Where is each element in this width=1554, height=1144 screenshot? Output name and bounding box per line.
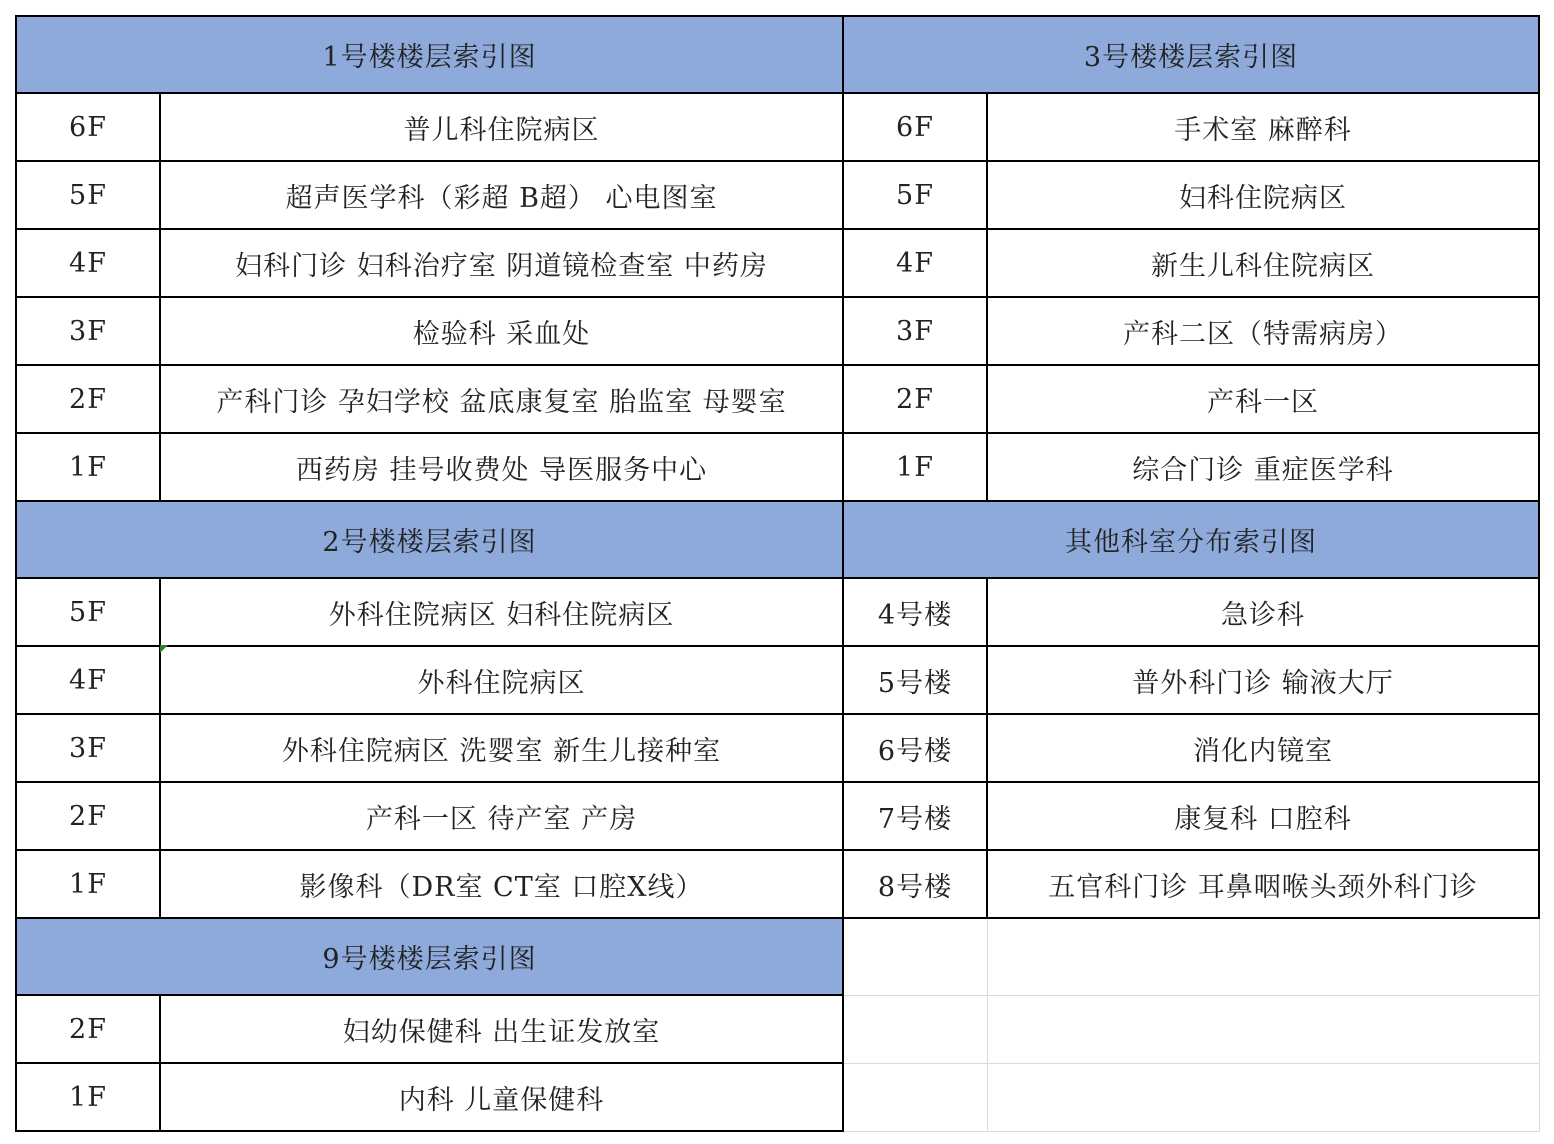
empty-cell[interactable] <box>843 1063 987 1131</box>
floor-label: 2F <box>16 995 160 1063</box>
floor-index-table <box>15 15 1540 1132</box>
building-2-title: 2号楼楼层索引图 <box>16 501 843 578</box>
floor-label: 5F <box>843 161 987 229</box>
other-departments-title: 其他科室分布索引图 <box>843 501 1539 578</box>
department-list: 康复科 口腔科 <box>987 782 1539 850</box>
floor-label: 3F <box>16 297 160 365</box>
empty-cell[interactable] <box>987 918 1539 995</box>
floor-label: 5F <box>16 161 160 229</box>
department-list: 外科住院病区 妇科住院病区 <box>160 578 843 646</box>
floor-label: 2F <box>16 365 160 433</box>
floor-label: 6F <box>16 93 160 161</box>
department-list: 外科住院病区 <box>160 646 843 714</box>
floor-label: 6F <box>843 93 987 161</box>
empty-cell[interactable] <box>843 918 987 995</box>
department-list: 产科门诊 孕妇学校 盆底康复室 胎监室 母婴室 <box>160 365 843 433</box>
floor-label: 2F <box>843 365 987 433</box>
building-label: 4号楼 <box>843 578 987 646</box>
floor-label: 1F <box>16 1063 160 1131</box>
floor-label: 3F <box>843 297 987 365</box>
department-list: 手术室 麻醉科 <box>987 93 1539 161</box>
building-1-title: 1号楼楼层索引图 <box>16 16 843 93</box>
building-label: 5号楼 <box>843 646 987 714</box>
department-list: 综合门诊 重症医学科 <box>987 433 1539 501</box>
floor-label: 5F <box>16 578 160 646</box>
building-9-title: 9号楼楼层索引图 <box>16 918 843 995</box>
department-list: 妇幼保健科 出生证发放室 <box>160 995 843 1063</box>
empty-cell[interactable] <box>987 1063 1539 1131</box>
floor-label: 3F <box>16 714 160 782</box>
department-list: 西药房 挂号收费处 导医服务中心 <box>160 433 843 501</box>
floor-label: 4F <box>843 229 987 297</box>
department-list: 超声医学科（彩超 B超） 心电图室 <box>160 161 843 229</box>
department-list: 外科住院病区 洗婴室 新生儿接种室 <box>160 714 843 782</box>
building-label: 8号楼 <box>843 850 987 918</box>
department-list: 妇科门诊 妇科治疗室 阴道镜检查室 中药房 <box>160 229 843 297</box>
floor-label: 1F <box>843 433 987 501</box>
floor-label: 1F <box>16 433 160 501</box>
department-list: 普儿科住院病区 <box>160 93 843 161</box>
department-list: 急诊科 <box>987 578 1539 646</box>
building-label: 6号楼 <box>843 714 987 782</box>
department-list: 检验科 采血处 <box>160 297 843 365</box>
floor-label: 4F <box>16 646 160 714</box>
building-label: 7号楼 <box>843 782 987 850</box>
department-list: 产科一区 <box>987 365 1539 433</box>
department-list: 消化内镜室 <box>987 714 1539 782</box>
empty-cell[interactable] <box>843 995 987 1063</box>
department-list: 新生儿科住院病区 <box>987 229 1539 297</box>
department-list: 影像科（DR室 CT室 口腔X线） <box>160 850 843 918</box>
department-list: 内科 儿童保健科 <box>160 1063 843 1131</box>
floor-label: 1F <box>16 850 160 918</box>
department-list: 产科二区（特需病房） <box>987 297 1539 365</box>
empty-cell[interactable] <box>987 995 1539 1063</box>
department-list: 普外科门诊 输液大厅 <box>987 646 1539 714</box>
department-list: 产科一区 待产室 产房 <box>160 782 843 850</box>
cell-comment-marker <box>160 645 168 653</box>
department-list: 妇科住院病区 <box>987 161 1539 229</box>
floor-label: 2F <box>16 782 160 850</box>
building-3-title: 3号楼楼层索引图 <box>843 16 1539 93</box>
department-list: 五官科门诊 耳鼻咽喉头颈外科门诊 <box>987 850 1539 918</box>
floor-label: 4F <box>16 229 160 297</box>
